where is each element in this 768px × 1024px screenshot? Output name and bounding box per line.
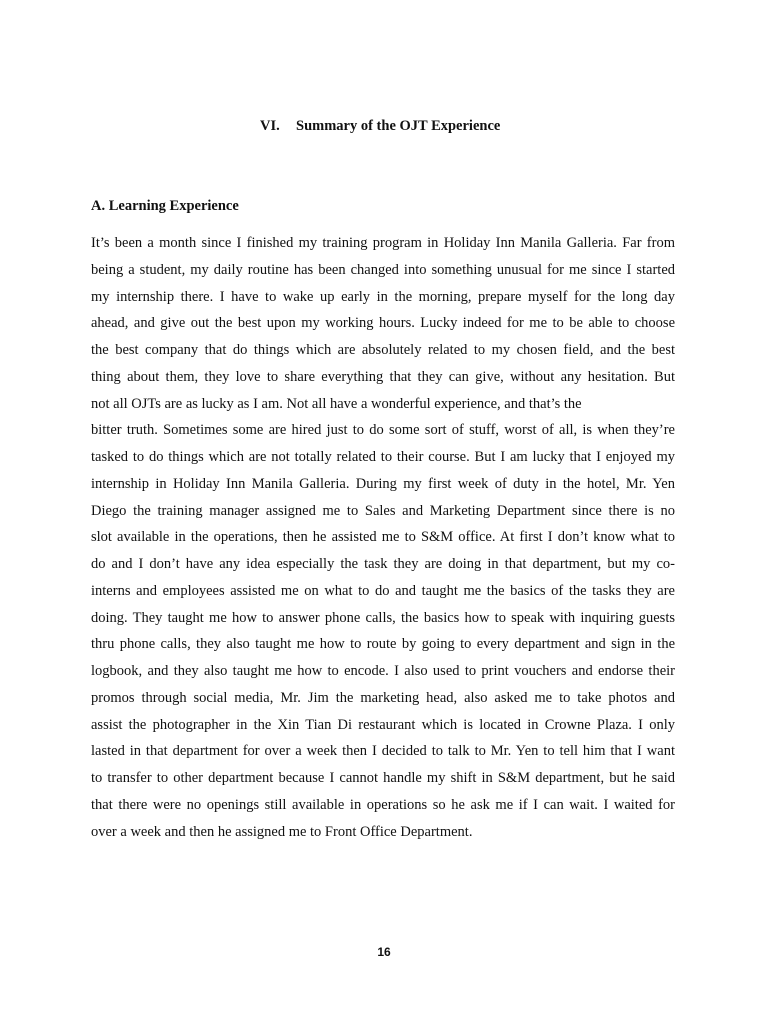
- paragraph-line: that there were no openings still available in operations so he ask me if I can wait. I waited for: [91, 796, 675, 813]
- paragraph-line: thing about them, they love to share everything that they can give, without any hesitation. But: [91, 368, 675, 385]
- paragraph-line: the best company that do things which are absolutely related to my chosen field, and the best: [91, 342, 675, 358]
- paragraph-line: slot available in the operations, then he assisted me to S&M office. At first I don’t know what to: [91, 529, 675, 546]
- paragraph-line: It’s been a month since I finished my training program in Holiday Inn Manila Galleria. Far from: [91, 235, 675, 251]
- section-heading: A. Learning Experience: [91, 198, 239, 214]
- page-title-text: Summary of the OJT Experience: [296, 118, 501, 134]
- page-title: [260, 116, 500, 136]
- section-numeral: VI.: [260, 118, 280, 134]
- paragraph-line: being a student, my daily routine has been changed into something unusual for me since I started: [91, 261, 675, 278]
- paragraph-line: Diego the training manager assigned me to Sales and Marketing Department since there is no: [91, 502, 675, 519]
- paragraph-line: do and I don’t have any idea especially the task they are doing in that department, but my co-: [91, 556, 675, 572]
- paragraph-line: lasted in that department for over a week then I decided to talk to Mr. Yen to tell him that I want: [91, 743, 675, 760]
- paragraph-line: thru phone calls, they also taught me how to route by going to every department and sign in the: [91, 636, 675, 653]
- paragraph-line: logbook, and they also taught me how to encode. I also used to print vouchers and endorse their: [91, 663, 675, 679]
- body-paragraph: [91, 233, 675, 848]
- paragraph-line: my internship there. I have to wake up early in the morning, prepare myself for the long day: [91, 288, 675, 305]
- paragraph-line: tasked to do things which are not totally related to their course. But I am lucky that I enjoyed my: [91, 449, 675, 465]
- paragraph-line: over a week and then he assigned me to Front Office Department.: [91, 823, 473, 840]
- paragraph-line: bitter truth. Sometimes some are hired just to do some sort of stuff, worst of all, is when they’re: [91, 422, 675, 439]
- paragraph-line: ahead, and give out the best upon my working hours. Lucky indeed for me to be able to choose: [91, 315, 675, 332]
- paragraph-line: not all OJTs are as lucky as I am. Not all have a wonderful experience, and that’s the: [91, 395, 582, 412]
- paragraph-line: internship in Holiday Inn Manila Galleria. During my first week of duty in the hotel, Mr. Yen: [91, 475, 675, 492]
- paragraph-line: assist the photographer in the Xin Tian Di restaurant which is located in Crowne Plaza. I only: [91, 716, 675, 733]
- paragraph-line: to transfer to other department because I cannot handle my shift in S&M department, but he said: [91, 770, 675, 786]
- paragraph-line: promos through social media, Mr. Jim the marketing head, also asked me to take photos and: [91, 689, 675, 706]
- paragraph-line: doing. They taught me how to answer phone calls, the basics how to speak with inquiring guests: [91, 609, 675, 626]
- paragraph-line: interns and employees assisted me on what to do and taught me the basics of the tasks they are: [91, 582, 675, 599]
- page-number: 16: [377, 945, 391, 959]
